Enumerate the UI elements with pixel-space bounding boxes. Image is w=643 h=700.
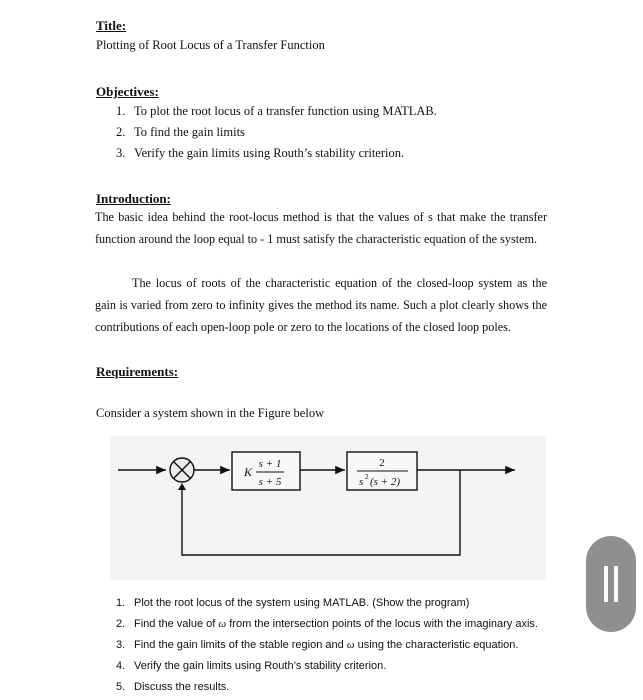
- controller-denominator: s + 5: [258, 476, 282, 488]
- requirement-item-2: [116, 618, 538, 630]
- introduction-paragraph-1: The basic idea behind the root-locus method is that the values of s that make the transfer function around the loop equal to - 1 must satisfy the characteristic equation of the system.: [95, 210, 547, 246]
- title-text: Plotting of Root Locus of a Transfer Function: [96, 38, 325, 52]
- controller-numerator: s + 1: [258, 458, 282, 470]
- requirement-number: 3.: [116, 639, 126, 651]
- requirement-text: Find the gain limits of the stable region and: [134, 639, 347, 651]
- requirement-text: Find the value of: [134, 618, 219, 630]
- requirement-number: 4.: [116, 660, 126, 672]
- plant-denominator-rest: (s + 2): [370, 476, 401, 488]
- objective-text: To find the gain limits: [134, 125, 245, 139]
- requirement-item-1: [116, 597, 469, 609]
- requirement-item-3: [116, 639, 518, 651]
- objective-text: To plot the root locus of a transfer function using MATLAB.: [134, 104, 437, 118]
- requirement-text: from the intersection points of the locus with the imaginary axis.: [226, 618, 538, 630]
- requirement-item-5: [116, 681, 229, 693]
- objective-number: 1.: [116, 104, 126, 118]
- feedback-arrowhead: [178, 483, 186, 490]
- title-heading: Title:: [96, 18, 127, 33]
- objectives-heading: Objectives:: [96, 84, 159, 99]
- requirement-item-4: [116, 660, 386, 672]
- introduction-heading: Introduction:: [96, 191, 171, 206]
- feedback-path: [182, 470, 460, 555]
- requirement-text: Plot the root locus of the system using MATLAB. (Show the program): [134, 597, 470, 609]
- omega-symbol: ω: [218, 618, 227, 630]
- plant-denominator-exponent: 2: [365, 473, 369, 481]
- controller-gain: K: [244, 465, 253, 479]
- requirement-number: 1.: [116, 597, 126, 609]
- introduction-paragraph-2: The locus of roots of the characteristic equation of the closed-loop system as the gain is varied from zero to infinity gives the method its name. Such a plot clearly shows the contributions of each open-loop pole or zero to the locations of the closed loop poles.: [95, 276, 547, 334]
- requirement-text: using the characteristic equation.: [354, 639, 519, 651]
- requirements-intro: Consider a system shown in the Figure below: [96, 406, 325, 420]
- objective-number: 2.: [116, 125, 126, 139]
- requirements-heading: Requirements:: [96, 364, 179, 379]
- plant-numerator: 2: [379, 457, 385, 469]
- plant-denominator-base: s: [359, 476, 364, 488]
- requirement-text: Discuss the results.: [134, 681, 230, 693]
- requirement-text: Verify the gain limits using Routh’s stability criterion.: [134, 660, 387, 672]
- objective-number: 3.: [116, 146, 126, 160]
- requirement-number: 2.: [116, 618, 126, 630]
- scroll-indicator-button[interactable]: [586, 536, 636, 632]
- omega-symbol: ω: [346, 639, 355, 651]
- requirement-number: 5.: [116, 681, 126, 693]
- objective-text: Verify the gain limits using Routh’s stability criterion.: [134, 146, 405, 160]
